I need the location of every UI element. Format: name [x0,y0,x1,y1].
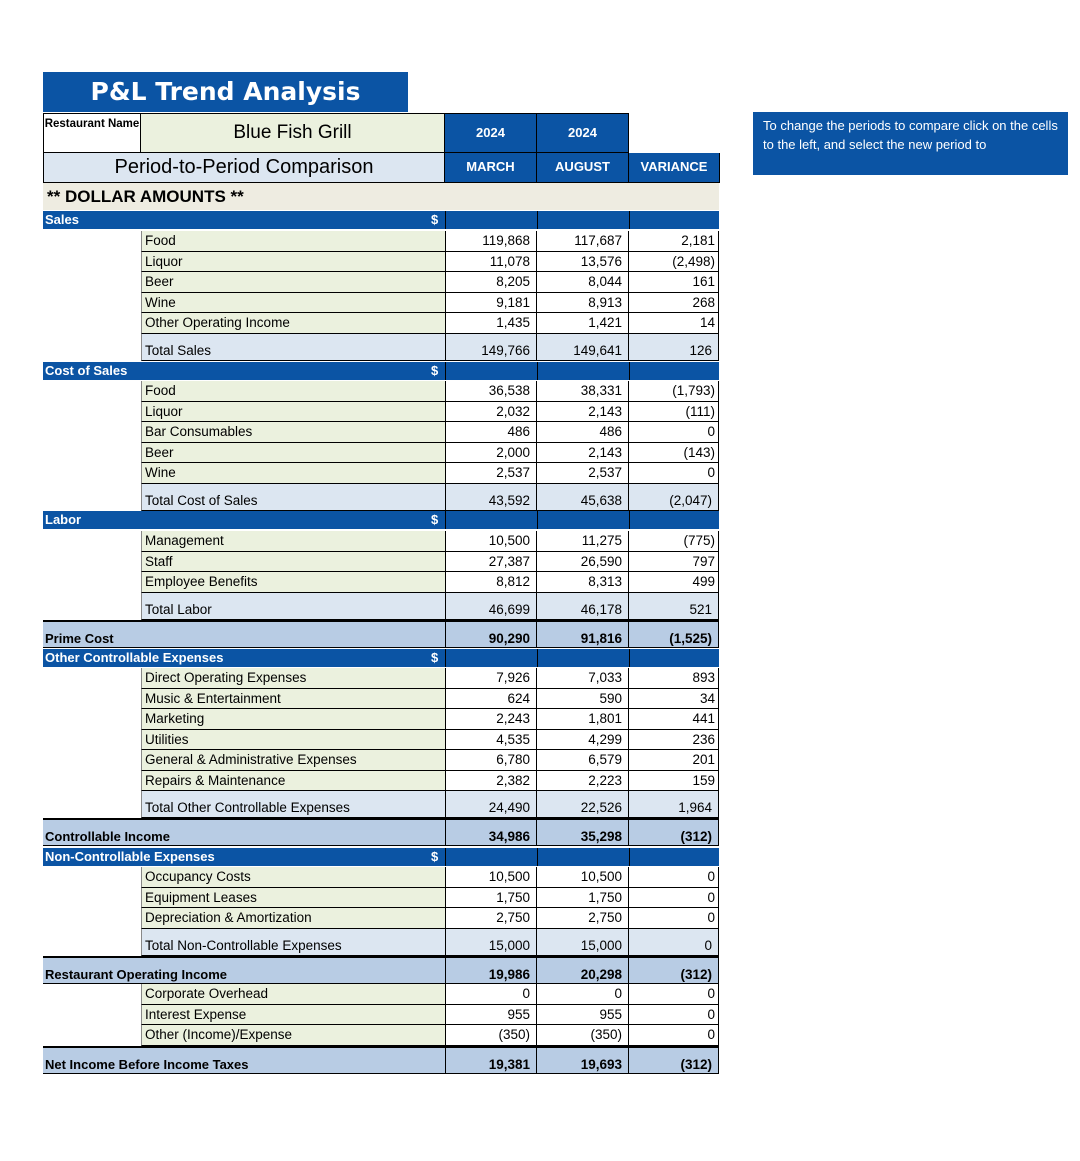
row-value-period-2: 7,033 [537,668,629,689]
row-variance: (775) [629,531,719,552]
controllable-income-period-1: 34,986 [445,818,537,846]
row-value-period-1: 2,243 [445,709,537,730]
dollar-sign: $ [431,363,439,378]
period-1-month[interactable]: MARCH [445,153,537,183]
row-value-period-1: 4,535 [445,730,537,751]
total-value-period-1: 46,699 [445,593,537,620]
row-value-period-1: 36,538 [445,381,537,402]
row-value-period-2: 1,801 [537,709,629,730]
row-label: Depreciation & Amortization [141,908,445,929]
period-2-month[interactable]: AUGUST [537,153,629,183]
row-value-period-2: 6,579 [537,750,629,771]
row-value-period-1: 11,078 [445,252,537,273]
row-value-period-2: 2,143 [537,443,629,464]
row-value-period-2: 2,750 [537,908,629,929]
section-name: Sales [45,212,79,227]
restaurant-name-value[interactable]: Blue Fish Grill [141,113,445,153]
row-label: Beer [141,443,445,464]
row-value-period-1: 2,750 [445,908,537,929]
total-variance: 126 [629,334,719,361]
section-name: Non-Controllable Expenses [45,849,215,864]
section-name: Other Controllable Expenses [45,650,224,665]
row-label: Management [141,531,445,552]
row-value-period-2: 8,313 [537,572,629,593]
total-value-period-2: 149,641 [537,334,629,361]
row-value-period-1: 27,387 [445,552,537,573]
row-label: Marketing [141,709,445,730]
row-variance: 161 [629,272,719,293]
row-label: Beer [141,272,445,293]
row-variance: 268 [629,293,719,314]
dollar-sign: $ [431,212,439,227]
row-value-period-1: 9,181 [445,293,537,314]
net-income-label: Net Income Before Income Taxes [43,1046,445,1074]
restaurant-name-label: Restaurant Name [43,113,141,153]
total-variance: 0 [629,929,719,956]
row-label: Occupancy Costs [141,867,445,888]
total-value-period-2: 45,638 [537,484,629,511]
operating-income-label: Restaurant Operating Income [43,956,445,984]
total-variance: (2,047) [629,484,719,511]
row-label: Corporate Overhead [141,984,445,1005]
row-variance: 499 [629,572,719,593]
row-value-period-1: 10,500 [445,531,537,552]
report-title: P&L Trend Analysis [43,72,408,112]
row-value-period-1: 119,868 [445,231,537,252]
section-header-cost-of-sales [43,362,719,380]
row-variance: 0 [629,422,719,443]
row-value-period-2: 0 [537,984,629,1005]
controllable-income-variance: (312) [629,818,719,846]
row-variance: 0 [629,1005,719,1026]
row-label: Bar Consumables [141,422,445,443]
row-variance: 236 [629,730,719,751]
total-value-period-1: 24,490 [445,791,537,818]
row-variance: 0 [629,463,719,484]
row-label: Staff [141,552,445,573]
prime-cost-period-2: 91,816 [537,620,629,648]
row-variance: 2,181 [629,231,719,252]
row-label: Liquor [141,252,445,273]
row-variance: (2,498) [629,252,719,273]
section-header-other-controllable [43,649,719,667]
total-value-period-2: 22,526 [537,791,629,818]
row-variance: (143) [629,443,719,464]
row-value-period-1: 486 [445,422,537,443]
row-label: Direct Operating Expenses [141,668,445,689]
row-label: Liquor [141,402,445,423]
net-income-variance: (312) [629,1046,719,1074]
period-comparison-label: Period-to-Period Comparison [43,153,445,183]
prime-cost-label: Prime Cost [43,620,445,648]
row-value-period-1: 6,780 [445,750,537,771]
row-value-period-1: 8,812 [445,572,537,593]
operating-income-variance: (312) [629,956,719,984]
row-variance: 797 [629,552,719,573]
total-value-period-1: 15,000 [445,929,537,956]
total-label: Total Other Controllable Expenses [141,791,445,818]
section-name: Cost of Sales [45,363,128,378]
row-value-period-1: (350) [445,1025,537,1046]
section-header-sales [43,211,719,229]
period-1-year[interactable]: 2024 [445,113,537,153]
row-variance: 14 [629,313,719,334]
row-value-period-1: 624 [445,689,537,710]
row-variance: 0 [629,867,719,888]
row-label: Food [141,231,445,252]
row-value-period-1: 1,435 [445,313,537,334]
row-value-period-2: 8,913 [537,293,629,314]
controllable-income-period-2: 35,298 [537,818,629,846]
row-value-period-2: 117,687 [537,231,629,252]
total-variance: 1,964 [629,791,719,818]
row-variance: (111) [629,402,719,423]
operating-income-period-1: 19,986 [445,956,537,984]
total-label: Total Cost of Sales [141,484,445,511]
total-variance: 521 [629,593,719,620]
prime-cost-period-1: 90,290 [445,620,537,648]
net-income-period-1: 19,381 [445,1046,537,1074]
total-label: Total Non-Controllable Expenses [141,929,445,956]
row-value-period-2: 26,590 [537,552,629,573]
section-header-labor [43,511,719,529]
row-label: Wine [141,293,445,314]
row-value-period-2: 38,331 [537,381,629,402]
total-value-period-2: 15,000 [537,929,629,956]
row-variance: 0 [629,984,719,1005]
row-variance: 893 [629,668,719,689]
row-value-period-1: 8,205 [445,272,537,293]
row-label: Interest Expense [141,1005,445,1026]
row-value-period-2: 13,576 [537,252,629,273]
row-value-period-1: 10,500 [445,867,537,888]
row-value-period-2: 2,143 [537,402,629,423]
row-label: Equipment Leases [141,888,445,909]
prime-cost-variance: (1,525) [629,620,719,648]
row-label: Utilities [141,730,445,751]
row-value-period-1: 955 [445,1005,537,1026]
dollar-amounts-heading: ** DOLLAR AMOUNTS ** [43,183,719,210]
section-header-non-controllable [43,848,719,866]
row-label: Employee Benefits [141,572,445,593]
row-value-period-2: 1,750 [537,888,629,909]
row-value-period-2: 590 [537,689,629,710]
variance-header: VARIANCE [629,153,720,183]
row-variance: (1,793) [629,381,719,402]
row-value-period-2: 1,421 [537,313,629,334]
operating-income-period-2: 20,298 [537,956,629,984]
controllable-income-label: Controllable Income [43,818,445,846]
total-label: Total Sales [141,334,445,361]
total-value-period-1: 149,766 [445,334,537,361]
row-variance: 441 [629,709,719,730]
row-value-period-2: 10,500 [537,867,629,888]
row-value-period-1: 0 [445,984,537,1005]
row-value-period-2: 4,299 [537,730,629,751]
dollar-sign: $ [431,849,439,864]
row-value-period-2: 955 [537,1005,629,1026]
row-variance: 0 [629,888,719,909]
row-value-period-1: 1,750 [445,888,537,909]
row-value-period-1: 7,926 [445,668,537,689]
dollar-sign: $ [431,512,439,527]
row-variance: 0 [629,1025,719,1046]
total-label: Total Labor [141,593,445,620]
total-value-period-2: 46,178 [537,593,629,620]
row-value-period-2: 8,044 [537,272,629,293]
row-label: General & Administrative Expenses [141,750,445,771]
instruction-note: To change the periods to compare click on the cells to the left, and select the new period to [753,112,1068,175]
row-value-period-2: 11,275 [537,531,629,552]
row-value-period-1: 2,032 [445,402,537,423]
row-variance: 159 [629,771,719,792]
row-value-period-2: 486 [537,422,629,443]
row-label: Other (Income)/Expense [141,1025,445,1046]
row-label: Repairs & Maintenance [141,771,445,792]
row-value-period-2: 2,223 [537,771,629,792]
dollar-sign: $ [431,650,439,665]
row-variance: 0 [629,908,719,929]
total-value-period-1: 43,592 [445,484,537,511]
row-label: Wine [141,463,445,484]
row-label: Food [141,381,445,402]
row-variance: 34 [629,689,719,710]
row-value-period-1: 2,537 [445,463,537,484]
row-label: Other Operating Income [141,313,445,334]
net-income-period-2: 19,693 [537,1046,629,1074]
row-value-period-1: 2,000 [445,443,537,464]
row-value-period-2: 2,537 [537,463,629,484]
row-variance: 201 [629,750,719,771]
row-value-period-2: (350) [537,1025,629,1046]
period-2-year[interactable]: 2024 [537,113,629,153]
row-value-period-1: 2,382 [445,771,537,792]
section-name: Labor [45,512,82,527]
row-label: Music & Entertainment [141,689,445,710]
